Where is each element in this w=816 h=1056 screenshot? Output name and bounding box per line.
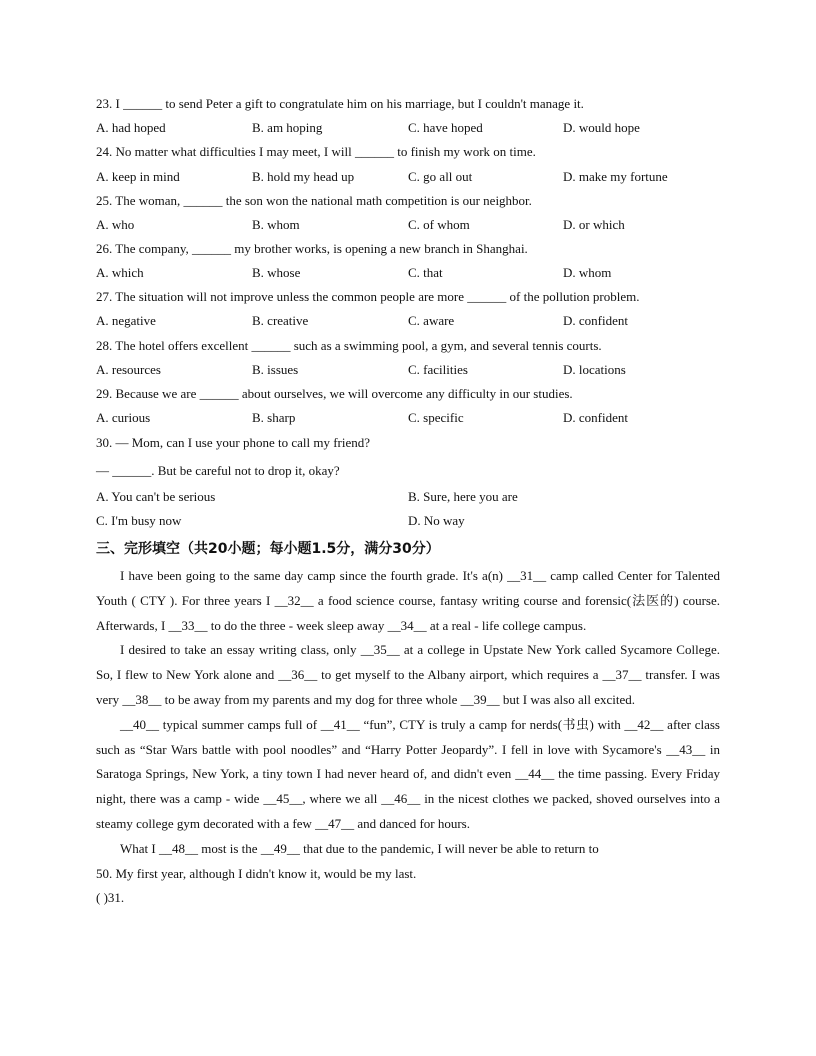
option-c: C. that [408,265,443,280]
option-d: D. confident [563,410,628,425]
question-25-options [96,217,736,233]
question-30-options-row2 [96,513,736,529]
question-28-stem: 28. The hotel offers excellent ______ such as a swimming pool, a gym, and several tennis courts. [96,338,602,353]
question-24-options [96,169,736,185]
question-27-stem: 27. The situation will not improve unless the common people are more ______ of the pollution problem. [96,289,640,304]
question-30-stem: 30. — Mom, can I use your phone to call my friend? [96,435,371,450]
option-c: C. of whom [408,217,470,232]
question-23-stem: 23. I ______ to send Peter a gift to congratulate him on his marriage, but I couldn't manage it. [96,96,584,111]
option-c: C. aware [408,313,455,328]
answer-line: ( )31. [96,890,125,906]
option-b: B. hold my head up [252,169,355,184]
question-30-reply: — ______. But be careful not to drop it, okay? [96,463,340,478]
option-d: D. make my fortune [563,169,668,184]
option-a: A. which [96,265,144,280]
passage-tail: 50. My first year, although I didn't know it, would be my last. [96,865,417,881]
question-29-stem: 29. Because we are ______ about ourselves, we will overcome any difficulty in our studies. [96,386,573,401]
question-28-options [96,362,736,378]
option-a: A. negative [96,313,156,328]
question-24-stem: 24. No matter what difficulties I may meet, I will ______ to finish my work on time. [96,144,536,159]
option-b: B. Sure, here you are [408,489,518,504]
option-b: B. am hoping [252,120,323,135]
option-d: D. whom [563,265,612,280]
question-26-stem: 26. The company, ______ my brother works, is opening a new branch in Shanghai. [96,241,528,256]
question-29-options [96,410,736,426]
section-title: 三、完形填空（共20小题；每小题1.5分，满分30分） [96,541,440,557]
option-b: B. whom [252,217,300,232]
option-d: D. confident [563,313,628,328]
passage-paragraph: What I __48__ most is the __49__ that due to the pandemic, I will never be able to return to [120,840,599,856]
option-b: B. whose [252,265,301,280]
question-25-stem: 25. The woman, ______ the son won the national math competition is our neighbor. [96,193,532,208]
option-a: A. who [96,217,135,232]
option-c: C. have hoped [408,120,483,135]
option-b: B. sharp [252,410,296,425]
option-d: D. locations [563,362,626,377]
passage-paragraph: I desired to take an essay writing class, only __35__ at a college in Upstate New York called Sycamore College. So, I flew to New York alone and __36__ to get myself to the Albany airport, which requires a __37__ transfer. I was very __38__ to be away from my parents and my dog for three whole __39__ but I was also all excited. [96,642,720,707]
option-b: B. creative [252,313,309,328]
passage-paragraph: __40__ typical summer camps full of __41__ “fun”, CTY is truly a camp for nerds(书虫) with __42__ after class such as “Star Wars battle with pool noodles” and “Harry Potter Jeopardy”. I fell in love with Sycamore's __43__ in Saratoga Springs, New York, a tiny town I had never heard of, and didn't even __44__ the time passing. Every Friday night, there was a camp - wide __45__, where we all __46__ in the nicest clothes we packed, shoved ourselves into a steamy college gym decorated with a few __47__ and danced for hours. [96,716,720,831]
question-27-options [96,313,736,329]
question-23-options [96,120,736,136]
cloze-passage [96,564,720,911]
option-a: A. had hoped [96,120,166,135]
passage-paragraph: I have been going to the same day camp since the fourth grade. It's a(n) __31__ camp called Center for Talented Youth ( CTY ). For three years I __32__ a food science course, fantasy writing course and forensic(法医的) course. Afterwards, I __33__ to do the three - week sleep away __34__ at a real - life college campus. [96,568,720,633]
option-d: D. or which [563,217,625,232]
option-d: D. would hope [563,120,640,135]
option-a: A. keep in mind [96,169,180,184]
option-c: C. facilities [408,362,468,377]
option-c: C. I'm busy now [96,513,182,528]
option-b: B. issues [252,362,299,377]
option-a: A. resources [96,362,161,377]
option-d: D. No way [408,513,465,528]
question-26-options [96,265,736,281]
option-a: A. curious [96,410,151,425]
option-a: A. You can't be serious [96,489,216,504]
question-30-options-row1 [96,489,736,505]
option-c: C. specific [408,410,464,425]
option-c: C. go all out [408,169,473,184]
